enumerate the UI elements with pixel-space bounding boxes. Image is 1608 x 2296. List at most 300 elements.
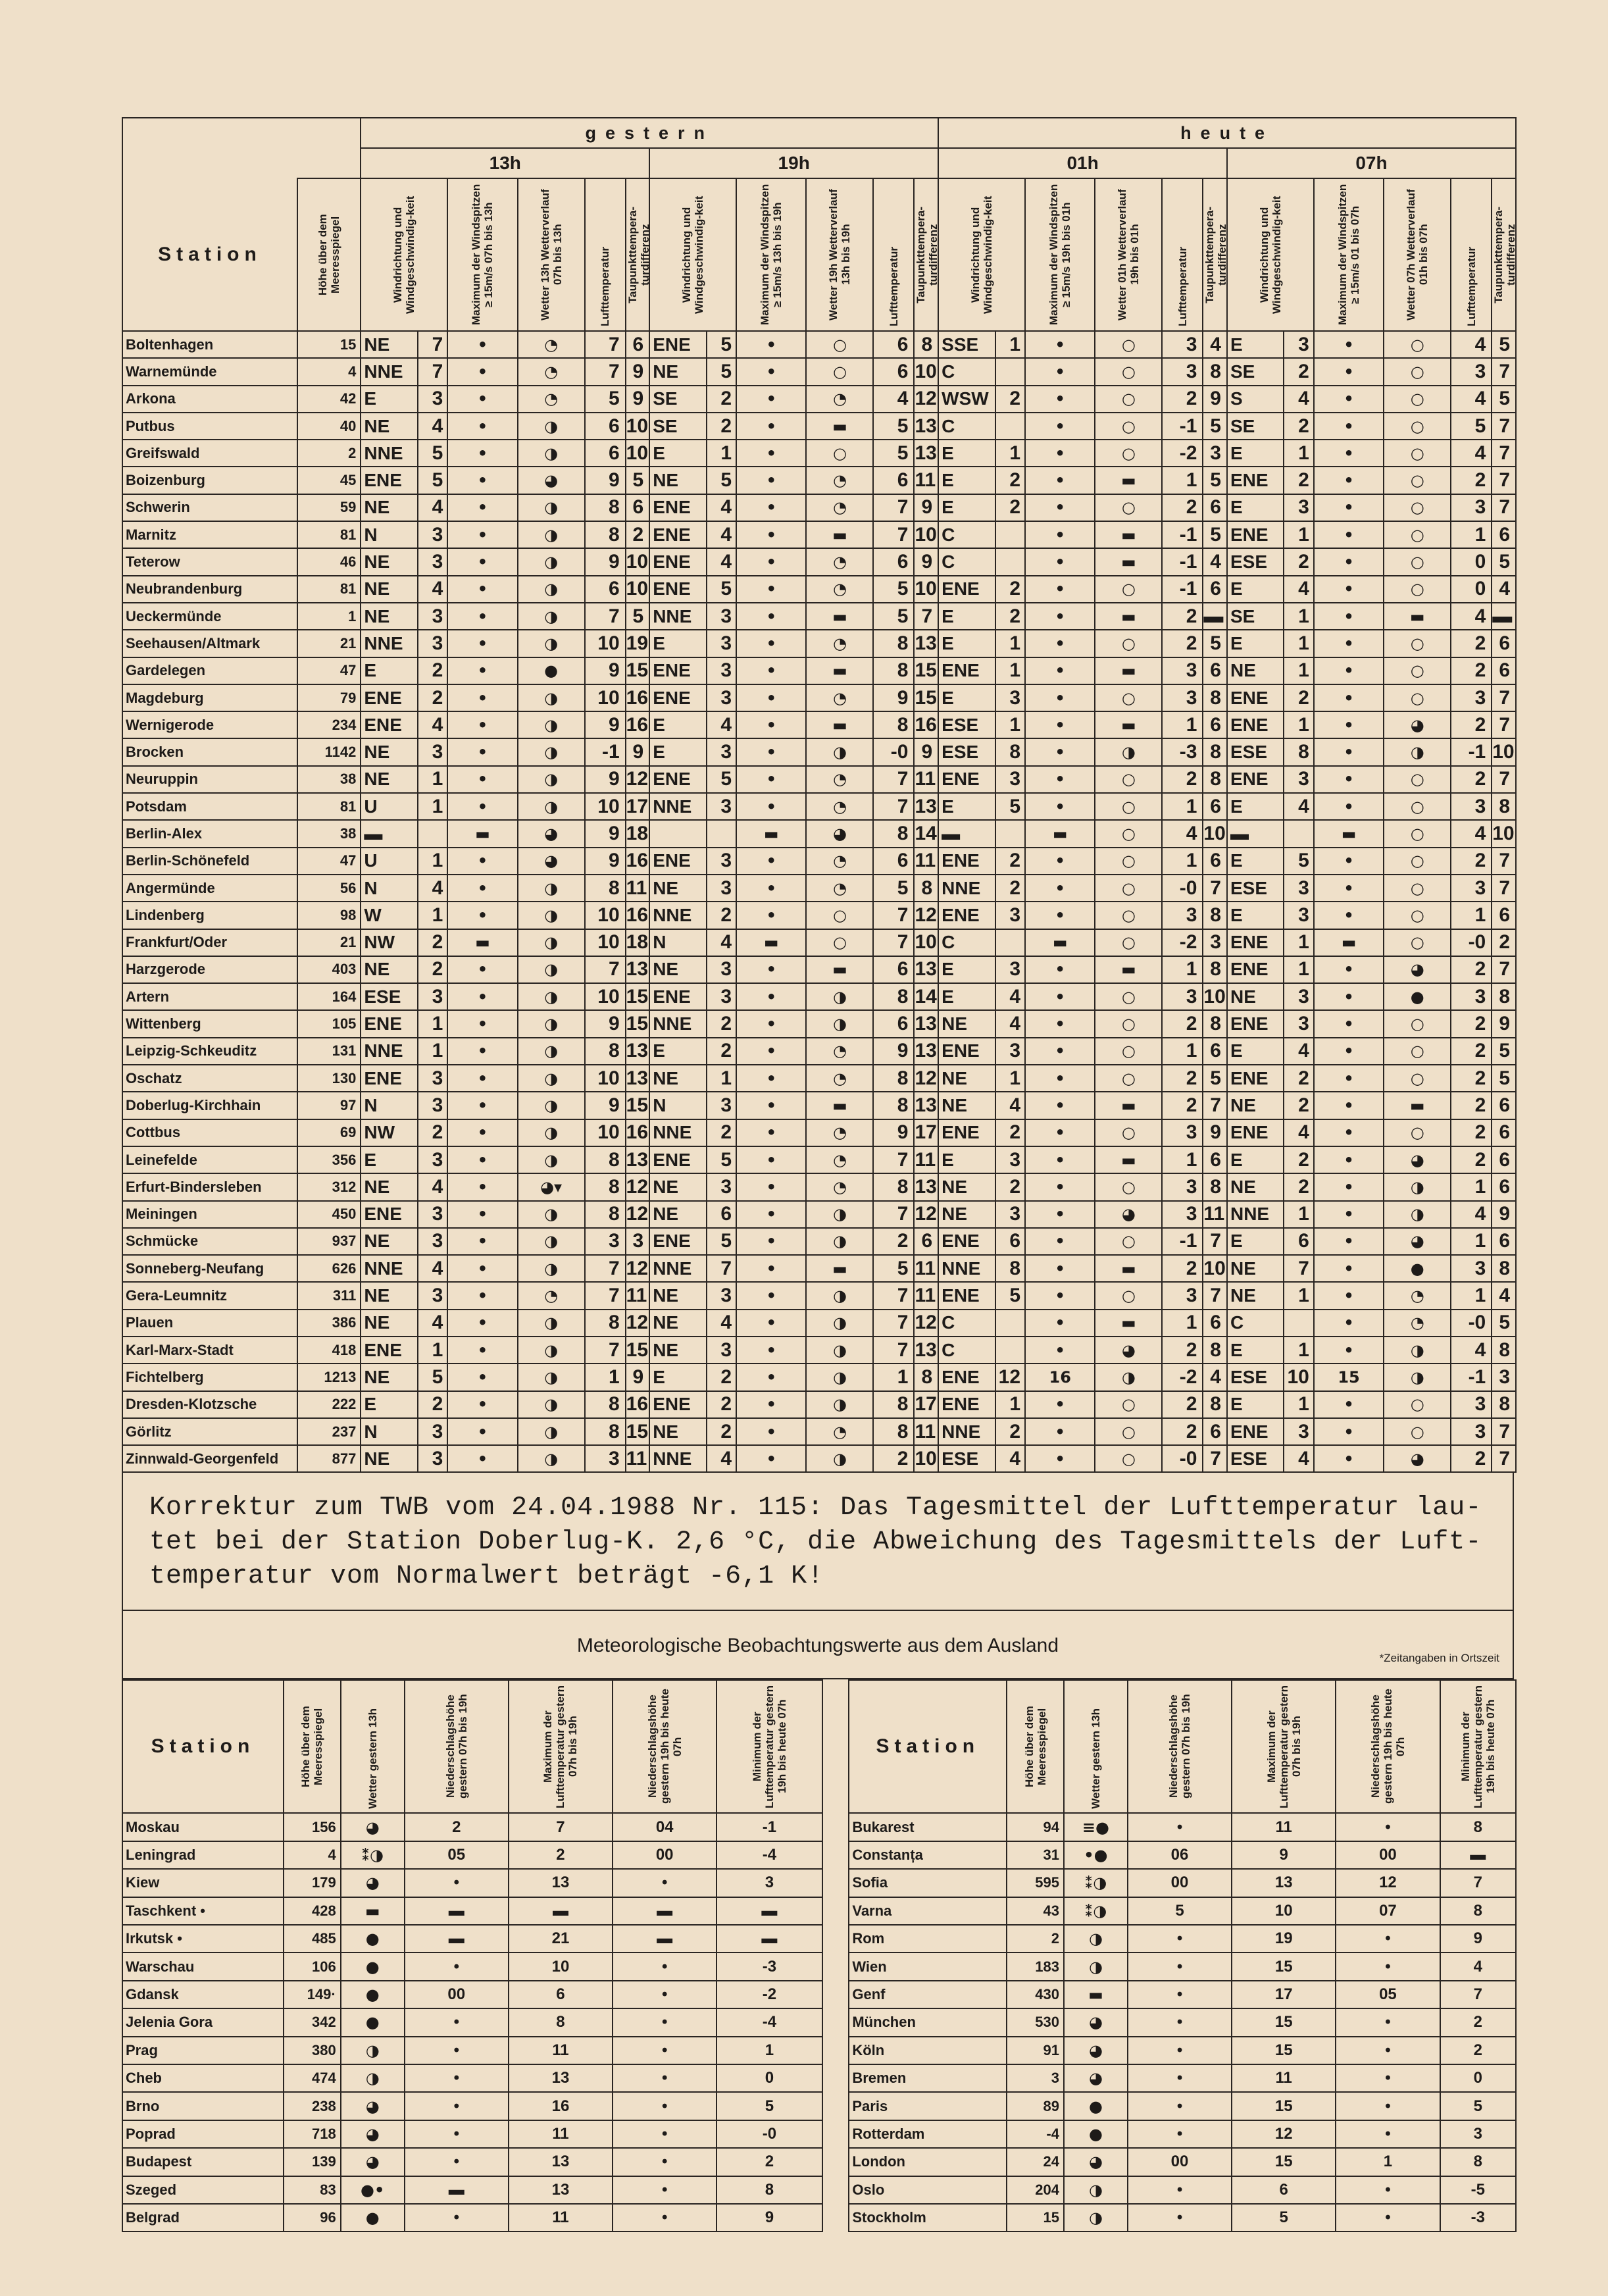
cell-x07: ○: [1384, 902, 1451, 929]
foreign-cell-n2: •: [1336, 2008, 1440, 2036]
cell-w01: E: [938, 494, 995, 521]
foreign-cell-max: 10: [509, 1952, 613, 1980]
cell-x19: ◔: [806, 1038, 873, 1065]
table-row: [122, 1038, 1516, 1065]
cell-s19: 2: [707, 386, 736, 413]
foreign-cell-min: 0: [1440, 2064, 1516, 2092]
cell-w19: NE: [649, 1282, 706, 1309]
cell-m13: •: [447, 1364, 517, 1390]
cell-x07: ○: [1384, 848, 1451, 875]
cell-t19: 7: [873, 902, 914, 929]
cell-t01: 2: [1162, 1418, 1203, 1445]
foreign-cell-w: ●: [341, 2008, 405, 2036]
foreign-cell-n2: •: [613, 1981, 716, 2008]
foreign-cell-min: -4: [716, 2008, 822, 2036]
cell-s01: 8: [995, 1255, 1025, 1282]
cell-d01: 6: [1203, 711, 1227, 738]
foreign-cell-n2: ▬: [613, 1925, 716, 1952]
cell-w01: E: [938, 983, 995, 1010]
cell-t01: 2: [1162, 1391, 1203, 1418]
cell-s07: 3: [1284, 983, 1313, 1010]
cell-alt: 1142: [297, 738, 361, 765]
table-row: [122, 1255, 1516, 1282]
cell-alt: 46: [297, 548, 361, 575]
foreign-cell-alt: -4: [1007, 2120, 1064, 2148]
cell-s07: 1: [1284, 1201, 1313, 1228]
table-row: [122, 1228, 1516, 1255]
cell-w19: NE: [649, 1173, 706, 1200]
station-name: Meiningen: [122, 1201, 297, 1228]
cell-s07: 2: [1284, 1173, 1313, 1200]
cell-d19: 11: [914, 1146, 938, 1173]
station-name: Berlin-Schönefeld: [122, 848, 297, 875]
cell-m01: •: [1025, 738, 1095, 765]
cell-w19: ENE: [649, 548, 706, 575]
cell-s07: 8: [1284, 738, 1313, 765]
cell-s19: 5: [707, 1146, 736, 1173]
cell-d19: 11: [914, 1418, 938, 1445]
cell-t19: 5: [873, 603, 914, 630]
cell-alt: 222: [297, 1391, 361, 1418]
cell-d07: 7: [1492, 413, 1516, 440]
cell-m01: •: [1025, 875, 1095, 902]
cell-t07: 1: [1451, 1173, 1492, 1200]
foreign-cell-alt: 204: [1007, 2176, 1064, 2204]
cell-d01: 8: [1203, 738, 1227, 765]
foreign-cell-alt: 3: [1007, 2064, 1064, 2092]
cell-d13: 12: [626, 1173, 650, 1200]
cell-m01: •: [1025, 1119, 1095, 1146]
cell-m07: •: [1314, 766, 1384, 793]
cell-d07: 6: [1492, 657, 1516, 684]
air-temp-13-header: Lufttemperatur: [585, 178, 626, 331]
cell-w01: E: [938, 684, 995, 711]
cell-s19: 3: [707, 848, 736, 875]
station-name: Harzgerode: [122, 956, 297, 983]
cell-s13: 3: [418, 1228, 447, 1255]
foreign-cell-w: ◕: [341, 2092, 405, 2120]
table-row: [122, 2064, 1516, 2092]
cell-w07: NE: [1227, 983, 1284, 1010]
cell-d19: 10: [914, 358, 938, 385]
foreign-cell-min: 7: [1440, 1981, 1516, 2008]
cell-x13: ◑: [518, 603, 585, 630]
cell-w01: C: [938, 929, 995, 956]
cell-s13: 3: [418, 1092, 447, 1119]
weather-01-header: Wetter 01h Wetterverlauf 19h bis 01h: [1095, 178, 1162, 331]
cell-w01: ENE: [938, 902, 995, 929]
cell-alt: 937: [297, 1228, 361, 1255]
cell-t19: 7: [873, 929, 914, 956]
cell-w01: ENE: [938, 1391, 995, 1418]
foreign-cell-w: ●: [341, 1981, 405, 2008]
cell-x13: ◑: [518, 630, 585, 657]
cell-t01: -2: [1162, 1364, 1203, 1390]
cell-x13: ◑: [518, 1364, 585, 1390]
cell-s19: 3: [707, 1337, 736, 1364]
cell-m01: ▬: [1025, 820, 1095, 847]
foreign-cell-n2: •: [613, 2008, 716, 2036]
cell-t01: 2: [1162, 494, 1203, 521]
cell-s19: 4: [707, 521, 736, 548]
table-row: [122, 576, 1516, 603]
cell-m19: •: [736, 1282, 806, 1309]
cell-m13: •: [447, 603, 517, 630]
cell-w19: ENE: [649, 1146, 706, 1173]
cell-s01: 2: [995, 1418, 1025, 1445]
cell-d19: 10: [914, 576, 938, 603]
cell-t01: 1: [1162, 1310, 1203, 1337]
table-row: [122, 1813, 1516, 1841]
cell-w13: NE: [361, 576, 417, 603]
cell-w13: ENE: [361, 1065, 417, 1092]
cell-w07: ENE: [1227, 1065, 1284, 1092]
cell-d01: 8: [1203, 1337, 1227, 1364]
station-name: Neuruppin: [122, 766, 297, 793]
cell-d19: 12: [914, 1201, 938, 1228]
foreign-cell-w: ⁑◑: [1064, 1897, 1128, 1925]
cell-x19: ◔: [806, 1173, 873, 1200]
cell-w07: ENE: [1227, 766, 1284, 793]
cell-x13: ◔: [518, 386, 585, 413]
cell-s19: 3: [707, 684, 736, 711]
cell-w19: NE: [649, 1418, 706, 1445]
cell-m07: 15: [1314, 1364, 1384, 1390]
cell-w01: ENE: [938, 1119, 995, 1146]
foreign-cell-min: 8: [1440, 2148, 1516, 2176]
cell-x19: ◔: [806, 548, 873, 575]
cell-m01: •: [1025, 494, 1095, 521]
cell-w19: N: [649, 929, 706, 956]
cell-w01: E: [938, 467, 995, 494]
cell-d07: 7: [1492, 684, 1516, 711]
cell-d07: 5: [1492, 1065, 1516, 1092]
cell-d07: 6: [1492, 1146, 1516, 1173]
cell-t19: 8: [873, 1173, 914, 1200]
cell-x01: ◑: [1095, 1364, 1162, 1390]
cell-d07: 7: [1492, 766, 1516, 793]
weather-19-header: Wetter 19h Wetterverlauf 13h bis 19h: [806, 178, 873, 331]
cell-x01: ○: [1095, 494, 1162, 521]
table-row: [122, 358, 1516, 385]
cell-m13: •: [447, 1282, 517, 1309]
cell-w01: E: [938, 1146, 995, 1173]
cell-s01: [995, 820, 1025, 847]
foreign-cell-n2: 00: [613, 1841, 716, 1869]
time-07h-header: 07h: [1227, 148, 1516, 178]
cell-t19: 5: [873, 1255, 914, 1282]
foreign-cell-n1: 05: [405, 1841, 509, 1869]
cell-t19: 1: [873, 1364, 914, 1390]
cell-w01: ESE: [938, 711, 995, 738]
cell-m13: •: [447, 548, 517, 575]
foreign-station-name: Budapest: [122, 2148, 284, 2176]
cell-t07: 3: [1451, 1418, 1492, 1445]
station-name: Artern: [122, 983, 297, 1010]
foreign-station-name: Belgrad: [122, 2204, 284, 2232]
cell-d13: 16: [626, 1119, 650, 1146]
foreign-cell-alt: 91: [1007, 2037, 1064, 2064]
foreign-cell-n1: ▬: [405, 1897, 509, 1925]
cell-s07: [1284, 820, 1313, 847]
cell-x07: ○: [1384, 467, 1451, 494]
cell-m19: •: [736, 331, 806, 358]
cell-d19: 15: [914, 684, 938, 711]
foreign-cell-min: 7: [1440, 1869, 1516, 1897]
cell-m19: •: [736, 386, 806, 413]
cell-t13: 3: [585, 1228, 626, 1255]
max-gust-07-header: Maximum der Windspitzen ≥ 15m/s 01 bis 07h: [1314, 178, 1384, 331]
cell-d07: 5: [1492, 1038, 1516, 1065]
cell-d13: 15: [626, 983, 650, 1010]
cell-d01: 10: [1203, 820, 1227, 847]
cell-x01: ▬: [1095, 956, 1162, 983]
cell-alt: 4: [297, 358, 361, 385]
foreign-cell-n1: •: [405, 2064, 509, 2092]
cell-t07: 2: [1451, 1445, 1492, 1472]
station-name: Wernigerode: [122, 711, 297, 738]
cell-m01: •: [1025, 657, 1095, 684]
cell-m07: •: [1314, 521, 1384, 548]
cell-t13: 7: [585, 331, 626, 358]
cell-w13: ENE: [361, 467, 417, 494]
cell-d19: 12: [914, 1310, 938, 1337]
cell-w19: ENE: [649, 766, 706, 793]
foreign-cell-alt: 94: [1007, 1813, 1064, 1841]
cell-m07: •: [1314, 711, 1384, 738]
cell-x07: ○: [1384, 1065, 1451, 1092]
cell-t07: 3: [1451, 875, 1492, 902]
cell-w01: C: [938, 413, 995, 440]
cell-d19: 8: [914, 875, 938, 902]
cell-t19: 9: [873, 1038, 914, 1065]
foreign-cell-alt: 474: [284, 2064, 341, 2092]
cell-m07: •: [1314, 848, 1384, 875]
cell-alt: 237: [297, 1418, 361, 1445]
cell-t19: 6: [873, 956, 914, 983]
foreign-cell-alt: 380: [284, 2037, 341, 2064]
table-row: [122, 2148, 1516, 2176]
cell-w01: ▬: [938, 820, 995, 847]
cell-x07: ◑: [1384, 1201, 1451, 1228]
station-name: Görlitz: [122, 1418, 297, 1445]
table-row: [122, 902, 1516, 929]
cell-w13: NE: [361, 331, 417, 358]
cell-d01: 6: [1203, 657, 1227, 684]
cell-d07: 6: [1492, 1092, 1516, 1119]
foreign-cell-n1: 06: [1128, 1841, 1232, 1869]
foreign-cell-n2: •: [1336, 1813, 1440, 1841]
cell-m01: •: [1025, 1255, 1095, 1282]
cell-m07: •: [1314, 630, 1384, 657]
cell-alt: 40: [297, 413, 361, 440]
cell-x07: ○: [1384, 1418, 1451, 1445]
cell-w13: NE: [361, 738, 417, 765]
cell-x01: ○: [1095, 766, 1162, 793]
cell-m13: •: [447, 848, 517, 875]
cell-alt: 81: [297, 793, 361, 820]
cell-s07: 2: [1284, 684, 1313, 711]
foreign-cell-max: 15: [1232, 2148, 1336, 2176]
cell-s01: [995, 358, 1025, 385]
cell-s07: 3: [1284, 494, 1313, 521]
foreign-cell-min: 3: [1440, 2120, 1516, 2148]
foreign-cell-max: 10: [1232, 1897, 1336, 1925]
cell-x19: ▬: [806, 413, 873, 440]
cell-t01: 2: [1162, 1092, 1203, 1119]
cell-w01: C: [938, 1310, 995, 1337]
cell-w13: NE: [361, 1310, 417, 1337]
station-name: Karl-Marx-Stadt: [122, 1337, 297, 1364]
cell-t13: 9: [585, 1092, 626, 1119]
cell-x01: ○: [1095, 1119, 1162, 1146]
cell-w13: U: [361, 793, 417, 820]
station-name: Schmücke: [122, 1228, 297, 1255]
cell-s01: 2: [995, 576, 1025, 603]
cell-w01: ENE: [938, 1228, 995, 1255]
foreign-cell-min: 9: [716, 2204, 822, 2232]
cell-t19: 9: [873, 1119, 914, 1146]
cell-x07: ○: [1384, 1038, 1451, 1065]
table-row: [122, 848, 1516, 875]
cell-d13: 9: [626, 386, 650, 413]
cell-s07: 3: [1284, 766, 1313, 793]
cell-m01: •: [1025, 1445, 1095, 1472]
cell-m01: •: [1025, 766, 1095, 793]
table-row: [122, 386, 1516, 413]
foreign-cell-max: 11: [1232, 1813, 1336, 1841]
foreign-cell-min: 2: [1440, 2008, 1516, 2036]
cell-m07: •: [1314, 1391, 1384, 1418]
cell-w13: NNE: [361, 1255, 417, 1282]
cell-x19: ◔: [806, 467, 873, 494]
foreign-station-name: Rom: [849, 1925, 1007, 1952]
cell-alt: 47: [297, 657, 361, 684]
cell-w19: E: [649, 630, 706, 657]
cell-w13: ESE: [361, 983, 417, 1010]
cell-t19: 7: [873, 494, 914, 521]
cell-s13: 4: [418, 1310, 447, 1337]
cell-m01: •: [1025, 603, 1095, 630]
cell-w19: NNE: [649, 1255, 706, 1282]
cell-alt: 2: [297, 440, 361, 467]
cell-s01: 1: [995, 331, 1025, 358]
cell-x01: ▬: [1095, 467, 1162, 494]
cell-m19: •: [736, 1119, 806, 1146]
foreign-cell-w: ◑: [341, 2064, 405, 2092]
foreign-cell-alt: 485: [284, 1925, 341, 1952]
cell-m19: •: [736, 1065, 806, 1092]
cell-m01: •: [1025, 1337, 1095, 1364]
cell-s01: 5: [995, 793, 1025, 820]
cell-m13: •: [447, 983, 517, 1010]
table-row: [122, 548, 1516, 575]
cell-w19: ENE: [649, 657, 706, 684]
cell-alt: 38: [297, 766, 361, 793]
cell-w19: NNE: [649, 603, 706, 630]
table-row: [122, 331, 1516, 358]
wind-19-header: Windrichtung und Windgeschwindig-keit: [649, 178, 736, 331]
cell-t01: -0: [1162, 1445, 1203, 1472]
foreign-precip2-header-left: Niederschlagshöhe gestern 19h bis heute 07h: [613, 1680, 716, 1813]
weather-13-header: Wetter 13h Wetterverlauf 07h bis 13h: [518, 178, 585, 331]
cell-d07: 8: [1492, 1337, 1516, 1364]
cell-s07: 1: [1284, 521, 1313, 548]
cell-s13: 3: [418, 1065, 447, 1092]
cell-t01: -1: [1162, 521, 1203, 548]
cell-w01: E: [938, 603, 995, 630]
cell-d13: 15: [626, 1337, 650, 1364]
cell-x07: ○: [1384, 413, 1451, 440]
cell-x01: ○: [1095, 440, 1162, 467]
cell-s13: 1: [418, 1038, 447, 1065]
table-row: [122, 1092, 1516, 1119]
cell-alt: 356: [297, 1146, 361, 1173]
cell-m07: •: [1314, 358, 1384, 385]
time-19h-header: 19h: [649, 148, 938, 178]
cell-x13: ◑: [518, 521, 585, 548]
cell-t01: 2: [1162, 603, 1203, 630]
foreign-station-name: Varna: [849, 1897, 1007, 1925]
cell-s07: 2: [1284, 1065, 1313, 1092]
cell-s19: 4: [707, 1310, 736, 1337]
cell-x13: ◑: [518, 1065, 585, 1092]
cell-m19: •: [736, 548, 806, 575]
cell-x19: ▬: [806, 1255, 873, 1282]
cell-alt: 450: [297, 1201, 361, 1228]
cell-m19: •: [736, 875, 806, 902]
correction-line-3: temperatur vom Normalwert beträgt -6,1 K!: [149, 1562, 824, 1592]
foreign-cell-alt: 149·: [284, 1981, 341, 2008]
foreign-cell-n2: •: [1336, 2064, 1440, 2092]
foreign-cell-max: 5: [1232, 2204, 1336, 2232]
cell-s13: 2: [418, 684, 447, 711]
cell-x19: ◔: [806, 684, 873, 711]
cell-s19: 3: [707, 875, 736, 902]
cell-x01: ○: [1095, 576, 1162, 603]
cell-w19: SE: [649, 413, 706, 440]
cell-d07: 6: [1492, 1119, 1516, 1146]
cell-w19: ENE: [649, 521, 706, 548]
cell-s07: 4: [1284, 576, 1313, 603]
cell-x01: ▬: [1095, 657, 1162, 684]
foreign-cell-n2: •: [1336, 2176, 1440, 2204]
cell-m01: •: [1025, 386, 1095, 413]
cell-t13: 9: [585, 467, 626, 494]
foreign-cell-n1: •: [405, 1869, 509, 1897]
foreign-cell-w: ▬: [341, 1897, 405, 1925]
foreign-cell-w: ◕: [1064, 2008, 1128, 2036]
cell-d13: 16: [626, 1391, 650, 1418]
cell-x07: ○: [1384, 440, 1451, 467]
foreign-station-name: Bukarest: [849, 1813, 1007, 1841]
cell-d19: 13: [914, 956, 938, 983]
cell-x13: ◑: [518, 956, 585, 983]
foreign-cell-max: 15: [1232, 2037, 1336, 2064]
cell-t19: 8: [873, 630, 914, 657]
cell-s01: 1: [995, 657, 1025, 684]
station-name: Leipzig-Schkeuditz: [122, 1038, 297, 1065]
cell-m13: •: [447, 1038, 517, 1065]
cell-d01: 6: [1203, 1310, 1227, 1337]
foreign-observations-table: [122, 1679, 1517, 2232]
cell-x13: ◑: [518, 494, 585, 521]
table-row: [122, 467, 1516, 494]
cell-s01: 1: [995, 630, 1025, 657]
cell-m13: •: [447, 1119, 517, 1146]
cell-s01: 4: [995, 983, 1025, 1010]
station-name: Boltenhagen: [122, 331, 297, 358]
